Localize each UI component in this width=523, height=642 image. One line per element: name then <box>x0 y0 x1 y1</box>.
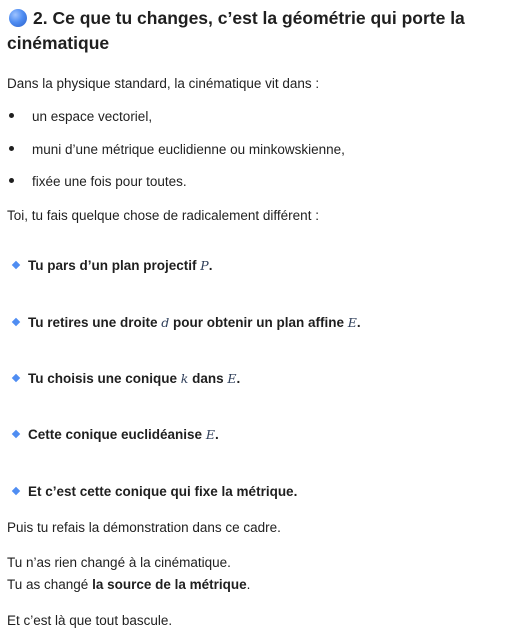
step-item: Tu pars d’un plan projectif P. <box>13 256 212 276</box>
blue-sphere-icon <box>9 9 27 27</box>
intro-paragraph: Dans la physique standard, la cinématique vit dans : <box>7 76 320 91</box>
section-heading-line2: cinématique <box>7 33 110 53</box>
blue-diamond-icon <box>12 261 20 269</box>
list-item: muni d’une métrique euclidienne ou minkowskienne, <box>9 140 345 160</box>
bullet-dot-icon <box>9 146 14 151</box>
blue-diamond-icon <box>12 318 20 326</box>
closing-paragraph-3: Et c’est là que tout bascule. <box>7 613 173 628</box>
section-heading <box>7 6 517 56</box>
step-item: Tu retires une droite d pour obtenir un plan affine E. <box>13 313 361 333</box>
list-item: un espace vectoriel, <box>9 107 152 127</box>
closing-paragraph-2-line2: Tu as changé la source de la métrique. <box>7 577 251 592</box>
contrast-paragraph: Toi, tu fais quelque chose de radicalement différent : <box>7 208 319 223</box>
closing-paragraph-1: Puis tu refais la démonstration dans ce cadre. <box>7 520 281 535</box>
step-item: Tu choisis une conique k dans E. <box>13 369 240 389</box>
step-item: Cette conique euclidéanise E. <box>13 425 219 445</box>
bullet-dot-icon <box>9 113 14 118</box>
section-heading-line1: 2. Ce que tu changes, c’est la géométrie qui porte la <box>33 8 465 28</box>
blue-diamond-icon <box>12 374 20 382</box>
list-item: fixée une fois pour toutes. <box>9 172 187 192</box>
blue-diamond-icon <box>12 487 20 495</box>
blue-diamond-icon <box>12 430 20 438</box>
step-item: Et c’est cette conique qui fixe la métrique. <box>13 482 297 502</box>
bullet-dot-icon <box>9 178 14 183</box>
closing-paragraph-2-line1: Tu n’as rien changé à la cinématique. <box>7 555 231 570</box>
